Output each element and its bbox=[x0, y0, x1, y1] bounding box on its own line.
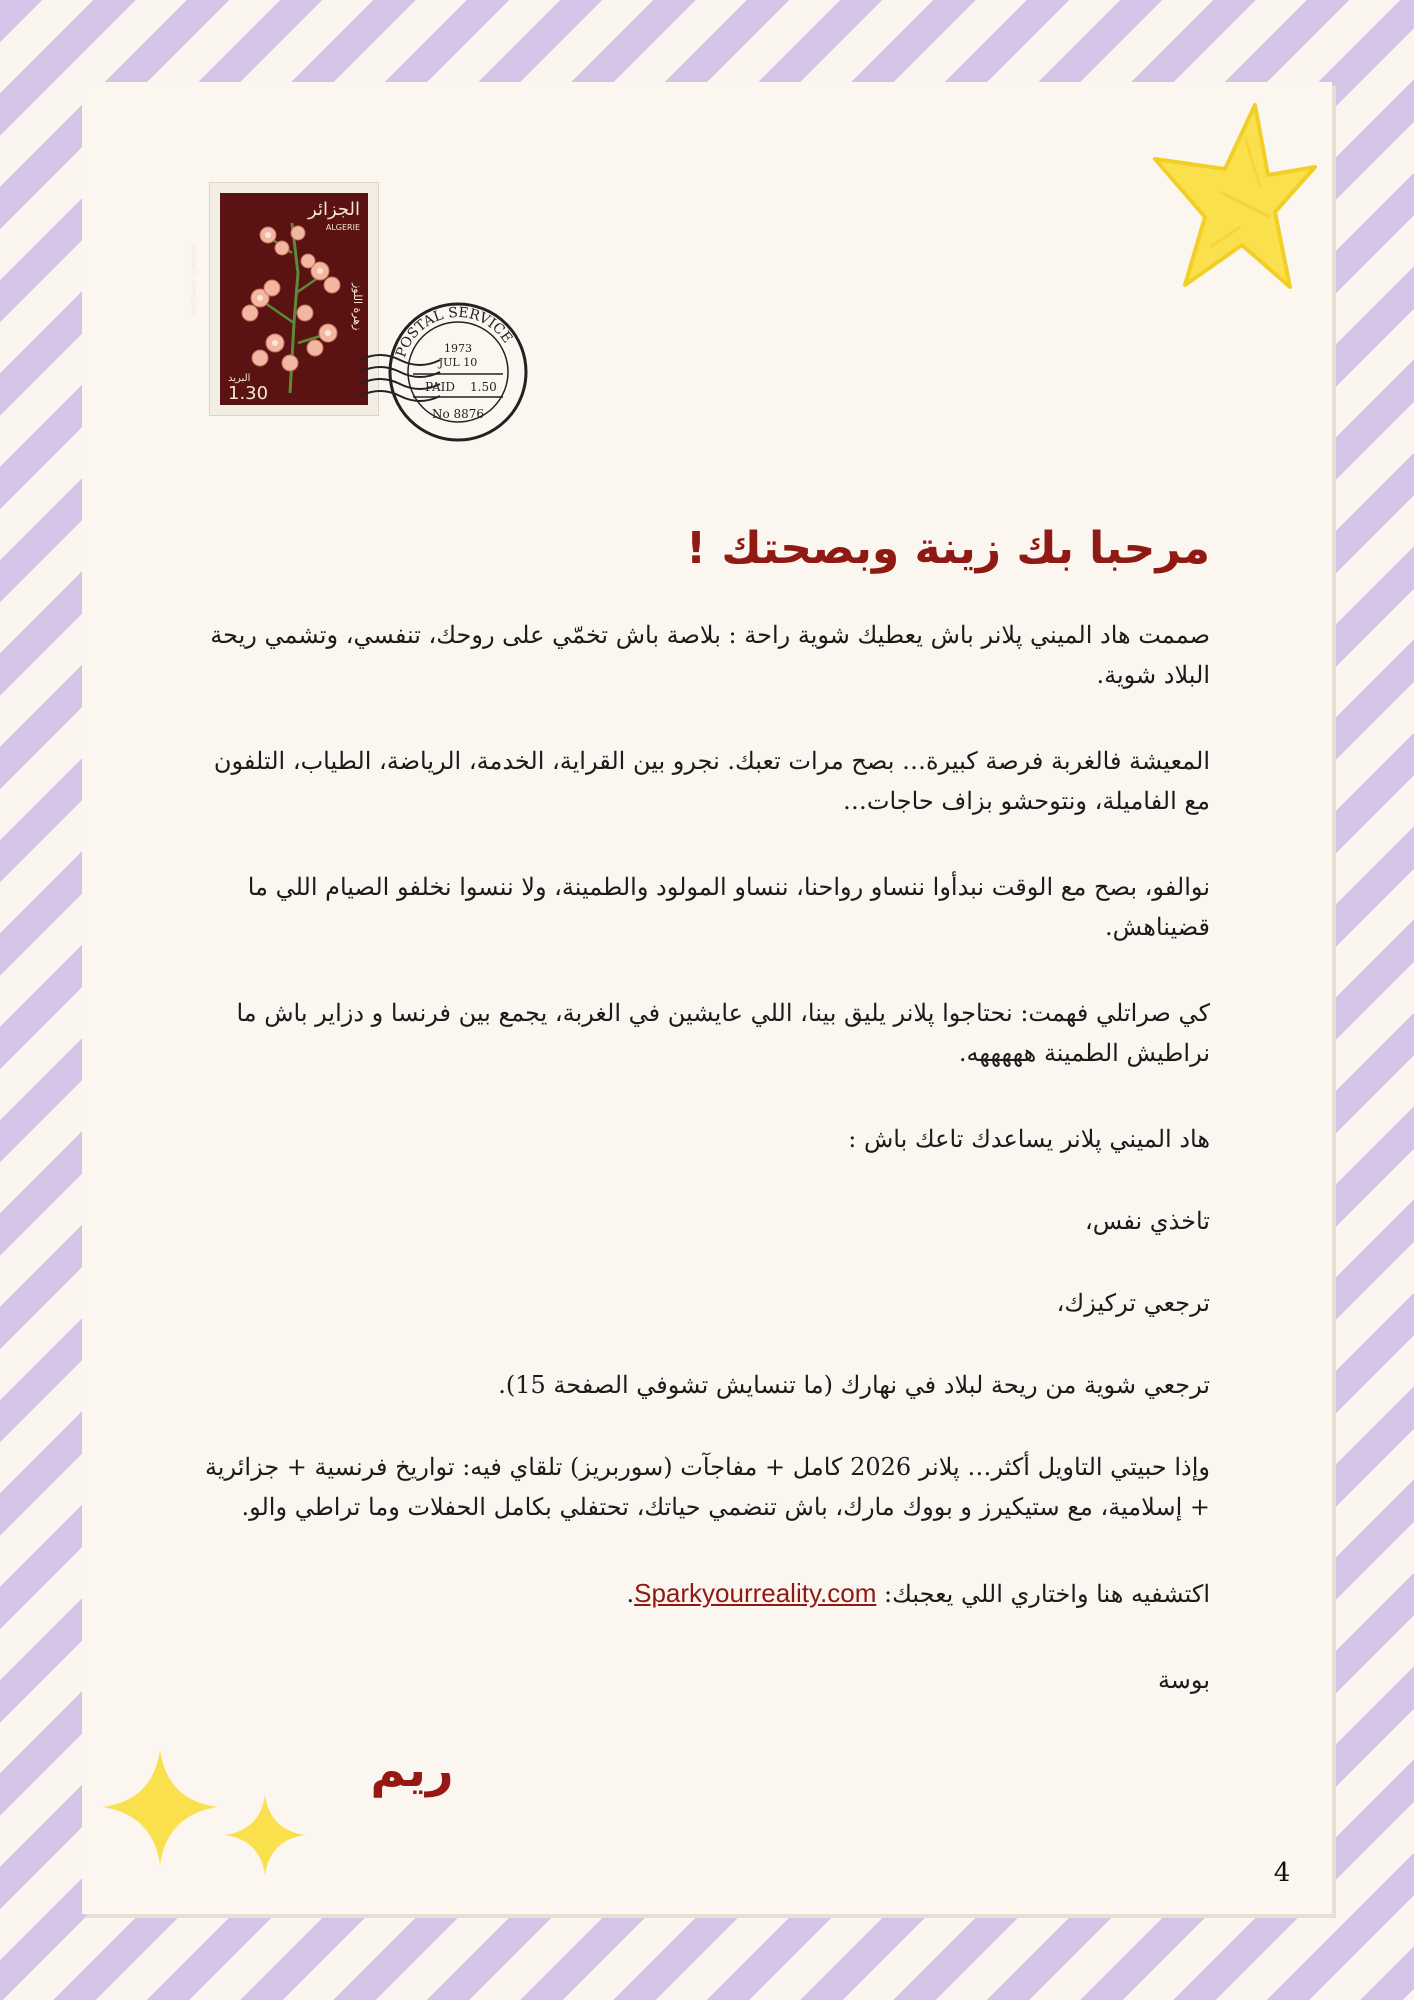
postmark-number: No 8876 bbox=[431, 407, 485, 421]
page-number: 4 bbox=[1273, 1858, 1291, 1888]
signature: ريم bbox=[370, 1742, 454, 1798]
paragraph-life-abroad: المعيشة فالغربة فرصة كبيرة… بصح مرات تعبك. نجرو بين القراية، الخدمة، الرياضة، الطياب، التلفون مع الفاميلة، ونتوحشو بزاف حاجات… bbox=[213, 747, 1210, 816]
postmark-year: 1973 bbox=[444, 342, 472, 355]
postmark-date: JUL 10 bbox=[438, 356, 478, 369]
stamp-plant-name: زهرة اللوز bbox=[351, 283, 364, 331]
postage-stamp bbox=[191, 183, 378, 415]
letter-body bbox=[200, 520, 1210, 1746]
sparkles-icon bbox=[95, 1745, 320, 1905]
closing-kiss: بوسة bbox=[1157, 1666, 1210, 1695]
postmark-seal bbox=[355, 300, 530, 450]
paragraph-planner-2026: وإذا حبيتي التاويل أكثر… پلانر 2026 كامل + مفاجآت (سوربريز) تلقاي فيه: تواريخ فرنسية + جزائرية + إسلامية، مع ستيكيرز و بووك مارك، باش تنضمي حياتك، تحتفلي بكامل الحفلات وما تراطي والو. bbox=[204, 1453, 1210, 1522]
postmark-paid: PAID bbox=[425, 380, 455, 394]
stamp-country-latin: ALGERIE bbox=[325, 223, 360, 232]
stamp-country-arabic: الجزائر bbox=[308, 199, 360, 220]
star-icon bbox=[1150, 97, 1320, 297]
stamp-species: AMYGDALUS COMMUNIS bbox=[191, 243, 198, 317]
stamp-price: 1.30 bbox=[228, 383, 269, 404]
website-link[interactable]: Sparkyourreality.com bbox=[634, 1578, 877, 1609]
postmark-amount: 1.50 bbox=[470, 380, 497, 394]
paragraph-intro: صممت هاد الميني پلانر باش يعطيك شوية راحة : بلاصة باش تخمّي على روحك، تنفسي، وتشمي ريحة البلاد شوية. bbox=[210, 621, 1210, 690]
stamp-postal-label: البريد bbox=[228, 373, 251, 384]
list-item-focus: ترجعي تركيزك، bbox=[1056, 1289, 1210, 1318]
paragraph-realization: كي صراتلي فهمت: نحتاجوا پلانر يليق بينا، اللي عايشين في الغربة، يجمع بين فرنسا و دزاير باش ما نراطيش الطمينة هههههه. bbox=[236, 999, 1210, 1068]
letter-title: مرحبا بك زينة وبصحتك ! bbox=[685, 523, 1210, 574]
paragraph-discover bbox=[200, 1573, 1210, 1614]
paragraph-purpose: هاد الميني پلانر يساعدك تاعك باش : bbox=[848, 1125, 1210, 1154]
postmark-service: POSTAL SERVICE bbox=[393, 304, 516, 360]
list-item-breathe: تاخذي نفس، bbox=[1084, 1207, 1210, 1236]
stamp-artwork bbox=[191, 193, 368, 405]
paragraph-forgetting: نوالفو، بصح مع الوقت نبدأوا ننساو رواحنا، ننساو المولود والطمينة، ولا ننسوا نخلفو الصيام اللي ما قضيناهش. bbox=[247, 873, 1210, 942]
list-item-homeland: ترجعي شوية من ريحة لبلاد في نهارك (ما تنسايش تشوفي الصفحة 15). bbox=[498, 1371, 1210, 1400]
discover-end: . bbox=[626, 1580, 635, 1609]
discover-text: اكتشفيه هنا واختاري اللي يعجبك: bbox=[884, 1580, 1210, 1609]
